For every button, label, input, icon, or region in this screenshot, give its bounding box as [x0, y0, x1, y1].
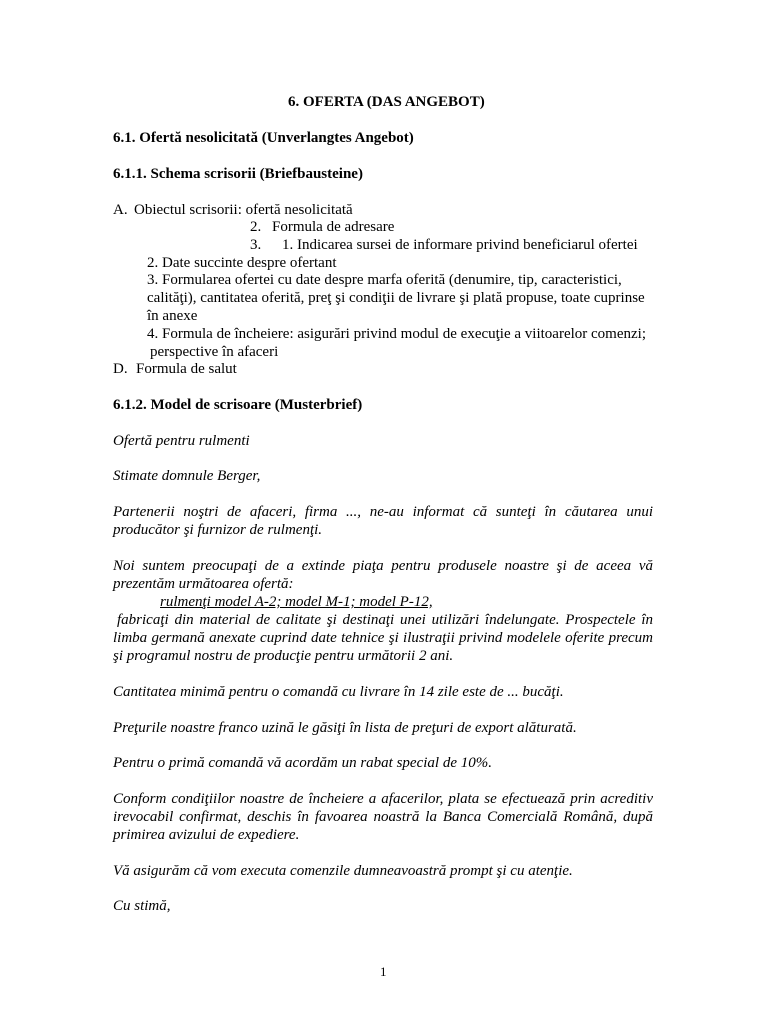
schema-item-b3: 1. Indicarea sursei de informare privind beneficiarul ofertei	[282, 237, 638, 253]
letter-paragraph-1-line-2: producător şi furnizor de rulmenţi.	[113, 522, 323, 538]
schema-item-c2: 2. Date succinte despre ofertant	[147, 255, 337, 271]
letter-paragraph-7-line-3: primirea avizului de expediere.	[113, 827, 300, 843]
letter-paragraph-6: Pentru o primă comandă vă acordăm un rabat special de 10%.	[113, 755, 492, 771]
letter-subject: Ofertă pentru rulmenti	[113, 433, 250, 449]
schema-item-b2: Formula de adresare	[272, 219, 395, 235]
schema-item-c3-line-2: calităţi), cantitatea oferită, preţ şi condiţii de livrare şi plată propuse, toate cuprinse	[147, 290, 645, 306]
schema-item-b3-marker: 3.	[250, 237, 262, 253]
schema-item-d: Formula de salut	[136, 361, 237, 377]
letter-paragraph-1-line-1: Partenerii noştri de afaceri, firma ..., ne-au informat că sunteţi în căutarea unui	[113, 504, 653, 520]
letter-product-models: rulmenţi model A-2; model M-1; model P-12,	[160, 594, 433, 610]
schema-item-c4-line-2: perspective în afaceri	[150, 344, 279, 360]
letter-paragraph-5: Preţurile noastre franco uzină le găsiţi în lista de preţuri de export alăturată.	[113, 720, 577, 736]
schema-item-c4-line-1: 4. Formula de încheiere: asigurări privind modul de execuţie a viitoarelor comenzi;	[147, 326, 646, 342]
schema-item-b2-marker: 2.	[250, 219, 262, 235]
document-title: 6. OFERTA (DAS ANGEBOT)	[288, 94, 485, 110]
letter-paragraph-7-line-2: irevocabil confirmat, deschis în favoarea noastră la Banca Comercială Română, după	[113, 809, 653, 825]
heading-6-1-2: 6.1.2. Model de scrisoare (Musterbrief)	[113, 397, 363, 413]
letter-paragraph-8: Vă asigurăm că vom executa comenzile dumneavoastră prompt şi cu atenţie.	[113, 863, 573, 879]
schema-item-d-marker: D.	[113, 361, 128, 377]
letter-paragraph-3-line-3: şi programul nostru de producţie pentru următorii 2 ani.	[113, 648, 454, 664]
letter-paragraph-2-line-1: Noi suntem preocupaţi de a extinde piaţa pentru produsele noastre şi de aceea vă	[113, 558, 653, 574]
letter-paragraph-7-line-1: Conform condiţiilor noastre de încheiere a afacerilor, plata se efectuează prin acreditiv	[113, 791, 653, 807]
letter-greeting: Stimate domnule Berger,	[113, 468, 261, 484]
schema-item-c3-line-1: 3. Formularea ofertei cu date despre marfa oferită (denumire, tip, caracteristici,	[147, 272, 622, 288]
schema-item-a: Obiectul scrisorii: ofertă nesolicitată	[134, 202, 353, 218]
schema-item-c3-line-3: în anexe	[147, 308, 198, 324]
heading-6-1: 6.1. Ofertă nesolicitată (Unverlangtes Angebot)	[113, 130, 414, 146]
letter-paragraph-3-line-1: fabricaţi din material de calitate şi destinaţi unei utilizări îndelungate. Prospectele în	[117, 612, 653, 628]
letter-closing: Cu stimă,	[113, 898, 171, 914]
letter-paragraph-2-line-2: prezentăm următoarea ofertă:	[113, 576, 294, 592]
heading-6-1-1: 6.1.1. Schema scrisorii (Briefbausteine)	[113, 166, 363, 182]
page-number: 1	[380, 964, 387, 979]
schema-item-a-marker: A.	[113, 202, 128, 218]
letter-paragraph-3-line-2: limba germană anexate cuprind date tehnice şi ilustraţii privind modelele oferite precum	[113, 630, 653, 646]
letter-paragraph-4: Cantitatea minimă pentru o comandă cu livrare în 14 zile este de ... bucăţi.	[113, 684, 564, 700]
